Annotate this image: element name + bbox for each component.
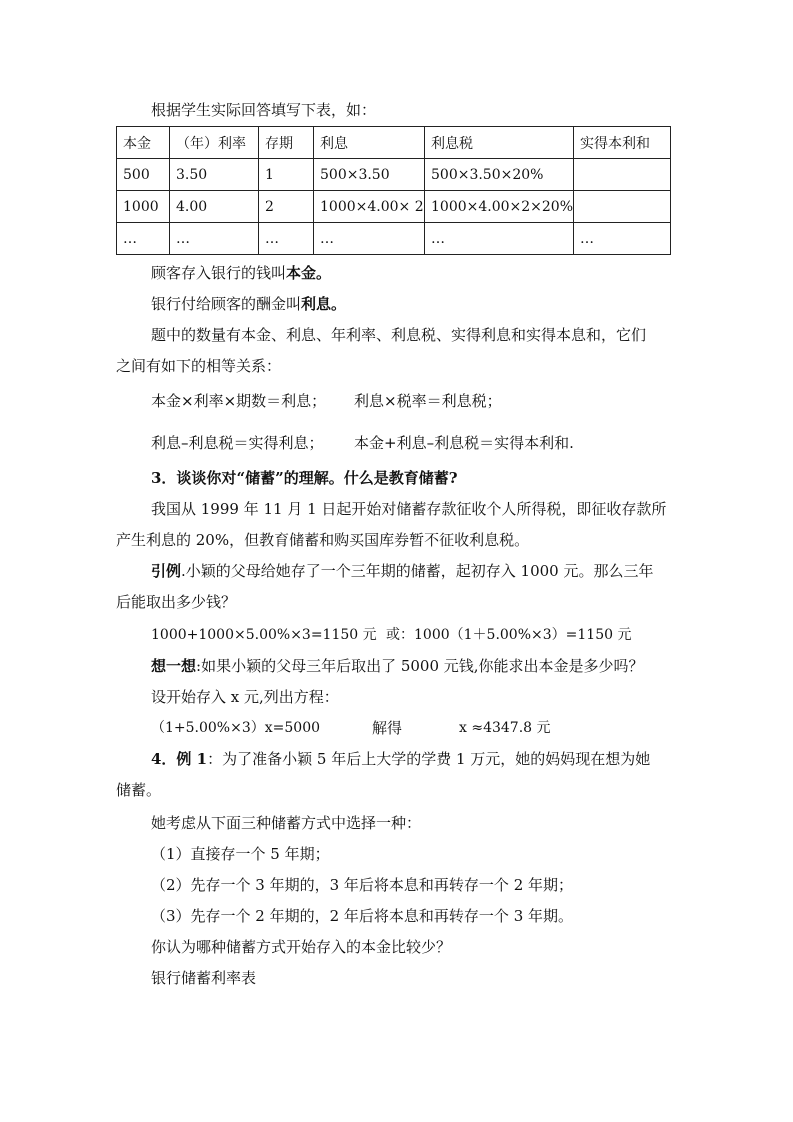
section-4-line-1 (151, 749, 650, 769)
table-header-cell: （年）利率 (170, 127, 259, 159)
table-cell (574, 191, 671, 223)
section-3-text-line-1: 我国从 1999 年 11 月 1 日起开始对储蓄存款征收个人所得税，即征收存款所 (151, 500, 667, 518)
example-text: .小颖的父母给她存了一个三年期的储蓄，起初存入 1000 元。那么三年 (181, 562, 654, 580)
intro-text: 根据学生实际回答填写下表，如： (151, 101, 377, 119)
table-header-cell: 利息 (314, 127, 425, 159)
principal-def-text: 顾客存入银行的钱叫 (151, 264, 287, 282)
principal-definition (151, 263, 331, 283)
think-line (151, 656, 644, 676)
section-4-label: 4．例 1 (151, 750, 208, 768)
equation: （1+5.00%×3）x=5000 (151, 720, 321, 736)
formula-net-total: 本金+利息–利息税＝实得本利和. (354, 434, 574, 452)
formula-interest: 本金×利率×期数＝利息； (151, 392, 327, 410)
table-cell: 3.50 (170, 159, 259, 191)
section-3-title: 3．谈谈你对“储蓄”的理解。什么是教育储蓄? (151, 469, 458, 487)
table-header-cell: 本金 (117, 127, 170, 159)
interest-table (116, 126, 671, 255)
table-row (117, 223, 671, 255)
table-cell: 500×3.50 (314, 159, 425, 191)
table-cell (574, 159, 671, 191)
think-label: 想一想 (151, 657, 197, 675)
example-line-1 (151, 561, 654, 581)
option-1: （1）直接存一个 5 年期； (151, 845, 330, 863)
section-3-text-line-2: 产生利息的 20%，但教育储蓄和购买国库券暂不征收利息税。 (116, 531, 530, 549)
table-cell: 4.00 (170, 191, 259, 223)
table-cell: 500 (117, 159, 170, 191)
example-label: 引例 (151, 562, 182, 580)
solution: x ≈4347.8 元 (459, 720, 551, 736)
interest-def-text: 银行付给顾客的酬金叫 (151, 295, 302, 313)
principal-term: 本金。 (286, 264, 332, 282)
table-cell: … (259, 223, 314, 255)
table-cell: 1000 (117, 191, 170, 223)
setup-line: 设开始存入 x 元,列出方程： (151, 688, 339, 706)
rate-table-title: 银行储蓄利率表 (151, 969, 257, 987)
formula-net-interest: 利息–利息税＝实得利息； (151, 434, 324, 452)
table-cell: … (314, 223, 425, 255)
calculation-2: 或：1000（1＋5.00%×3）=1150 元 (386, 627, 632, 643)
table-header-cell: 实得本利和 (574, 127, 671, 159)
option-3: （3）先存一个 2 年期的，2 年后将本息和再转存一个 3 年期。 (151, 907, 574, 925)
table-header-cell: 利息税 (425, 127, 574, 159)
table-cell: … (574, 223, 671, 255)
table-cell: 2 (259, 191, 314, 223)
table-cell: 1 (259, 159, 314, 191)
table-row (117, 191, 671, 223)
table-cell: … (170, 223, 259, 255)
table-row (117, 159, 671, 191)
example-line-2: 后能取出多少钱？ (116, 593, 237, 611)
table-cell: … (117, 223, 170, 255)
relation-intro-line-1: 题中的数量有本金、利息、年利率、利息税、实得利息和实得本息和，它们 (151, 326, 647, 344)
table-header-cell: 存期 (259, 127, 314, 159)
relation-intro-line-2: 之间有如下的相等关系： (116, 357, 282, 375)
interest-definition (151, 294, 346, 314)
table-header-row (117, 127, 671, 159)
interest-term: 利息。 (301, 295, 347, 313)
table-cell: 1000×4.00× 2 (314, 191, 425, 223)
calculation-1: 1000+1000×5.00%×3=1150 元 (151, 627, 377, 643)
formula-interest-tax: 利息×税率＝利息税； (354, 392, 502, 410)
table-cell: 1000×4.00×2×20% (425, 191, 574, 223)
options-intro: 她考虑从下面三种储蓄方式中选择一种： (151, 814, 422, 832)
question: 你认为哪种储蓄方式开始存入的本金比较少？ (151, 938, 452, 956)
section-4-line-2: 储蓄。 (116, 781, 162, 799)
solve-label: 解得 (372, 719, 403, 737)
section-4-text: ：为了准备小颖 5 年后上大学的学费 1 万元，她的妈妈现在想为她 (207, 750, 651, 768)
think-text: :如果小颖的父母三年后取出了 5000 元钱,你能求出本金是多少吗？ (196, 657, 644, 675)
table-cell: 500×3.50×20% (425, 159, 574, 191)
table-cell: … (425, 223, 574, 255)
option-2: （2）先存一个 3 年期的，3 年后将本息和再转存一个 2 年期； (151, 876, 574, 894)
